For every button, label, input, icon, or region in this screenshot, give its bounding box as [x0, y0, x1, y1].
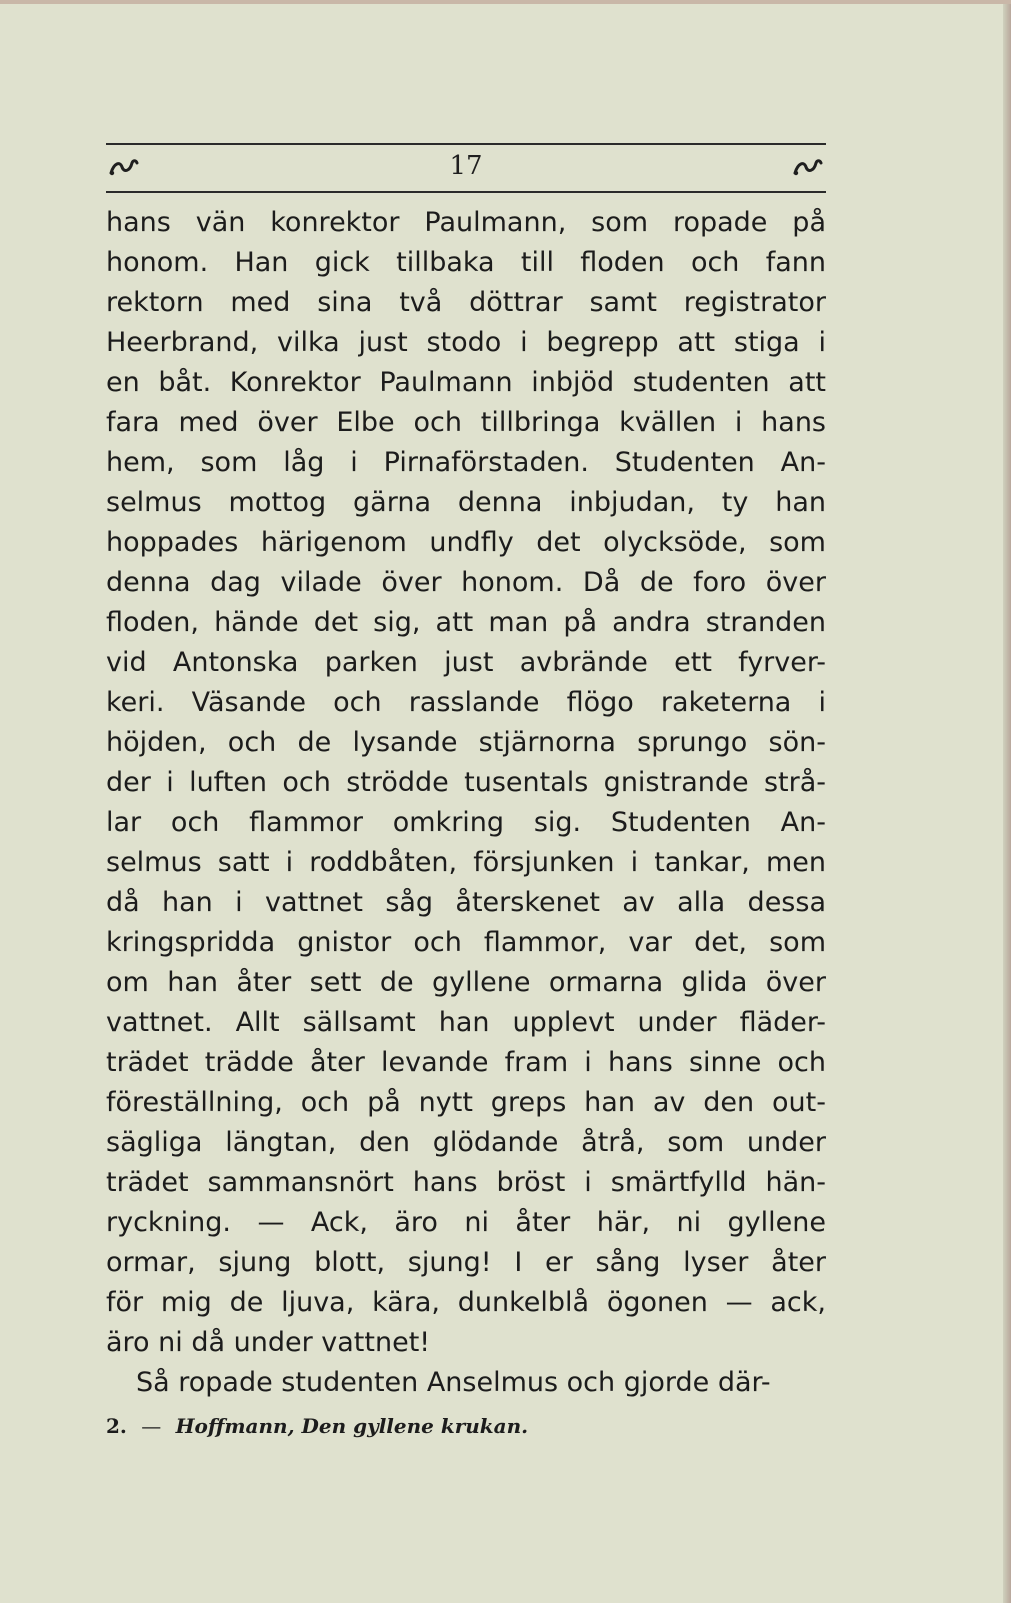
page-number: 17 [449, 151, 483, 181]
text-line: höjden, och de lysande stjärnorna sprungo sön- [106, 727, 826, 758]
text-line: en båt. Konrektor Paulmann inbjöd studenten att [106, 367, 826, 398]
text-line: der i luften och strödde tusentals gnistrande strå- [106, 767, 826, 798]
text-line: om han åter sett de gyllene ormarna glida över [106, 967, 826, 998]
signature-mark: 2. [106, 1414, 127, 1438]
scroll-ornament-icon [792, 155, 824, 179]
text-line: honom. Han gick tillbaka till floden och fann [106, 247, 826, 278]
footer-dash: — [141, 1414, 162, 1438]
book-title: Hoffmann, Den gyllene krukan. [175, 1414, 529, 1438]
text-line: keri. Väsande och rasslande flögo raketerna i [106, 687, 826, 718]
text-line: floden, hände det sig, att man på andra stranden [106, 607, 826, 638]
text-line: kringspridda gnistor och flammor, var det, som [106, 927, 826, 958]
text-line: rektorn med sina två döttrar samt registrator [106, 287, 826, 318]
text-line: föreställning, och på nytt greps han av den out- [106, 1087, 826, 1118]
running-header [106, 143, 826, 193]
text-line: ryckning. — Ack, äro ni åter här, ni gyllene [106, 1207, 826, 1238]
text-line: selmus satt i roddbåten, försjunken i tankar, men [106, 847, 826, 878]
text-line: för mig de ljuva, kära, dunkelblå ögonen — ack, [106, 1287, 826, 1318]
text-line: hem, som låg i Pirnaförstaden. Studenten An- [106, 447, 826, 478]
text-line: denna dag vilade över honom. Då de foro över [106, 567, 826, 598]
text-line: Så ropade studenten Anselmus och gjorde där- [136, 1367, 771, 1398]
text-line: ormar, sjung blott, sjung! I er sång lyser åter [106, 1247, 826, 1278]
text-line: hans vän konrektor Paulmann, som ropade på [106, 207, 826, 238]
text-line: Heerbrand, vilka just stodo i begrepp att stiga i [106, 327, 826, 358]
signature-footer [106, 1414, 528, 1438]
page-edge [1003, 4, 1011, 1603]
text-line: vattnet. Allt sällsamt han upplevt under fläder- [106, 1007, 826, 1038]
text-line: då han i vattnet såg återskenet av alla dessa [106, 887, 826, 918]
text-line: selmus mottog gärna denna inbjudan, ty han [106, 487, 826, 518]
text-line: fara med över Elbe och tillbringa kvällen i hans [106, 407, 826, 438]
text-line: vid Antonska parken just avbrände ett fyrver- [106, 647, 826, 678]
text-line: hoppades härigenom undfly det olycksöde, som [106, 527, 826, 558]
text-line: trädet trädde åter levande fram i hans sinne och [106, 1047, 826, 1078]
text-line: sägliga längtan, den glödande åtrå, som under [106, 1127, 826, 1158]
body-text [106, 203, 826, 1403]
text-line: trädet sammansnört hans bröst i smärtfylld hän- [106, 1167, 826, 1198]
text-line: lar och flammor omkring sig. Studenten An- [106, 807, 826, 838]
text-line: äro ni då under vattnet! [106, 1327, 431, 1358]
